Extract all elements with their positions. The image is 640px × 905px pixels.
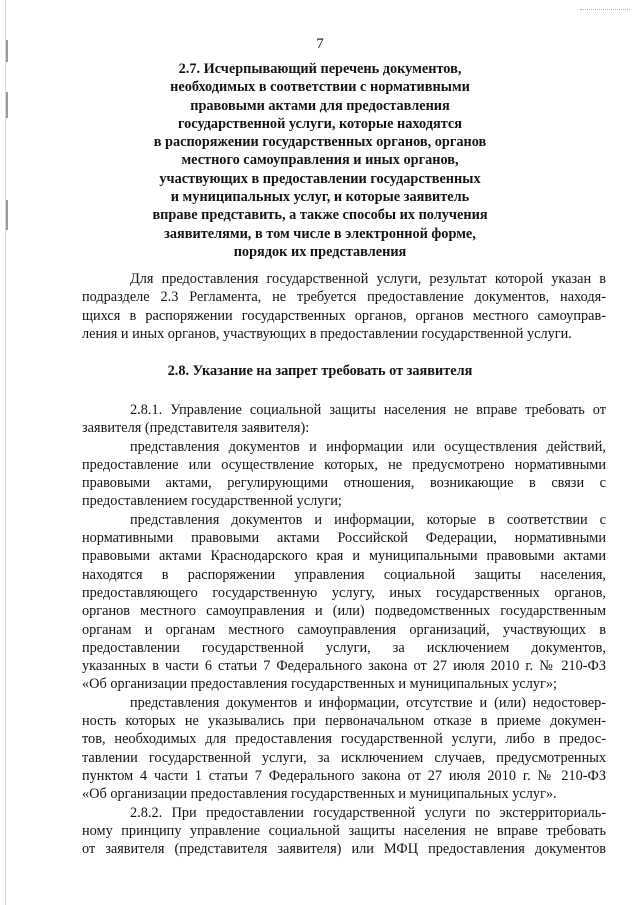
- text-line: предоставлением государственной услуги;: [82, 493, 342, 510]
- text-line: предоставляющего государственную услугу, иных государственных органов,: [82, 584, 606, 601]
- section-2-8-body: [82, 401, 606, 858]
- text-line: 2.8.1. Управление социальной защиты населения не вправе требовать от: [130, 402, 606, 418]
- section-2-8-heading: 2.8. Указание на запрет требовать от заявителя: [167, 363, 473, 379]
- section-2-7-heading: 2.7. Исчерпывающий перечень документов, необходимых в соответствии с нормативными правовыми актами для предоставления государственной услуги, которые находятся в распоряжении государственных органов, органов местного самоуправления и иных органов, участвующих в предоставлении государственных и муниципальных услуг, и которые заявитель вправе представить, а также способы их получения заявителями, в том числе в электронной форме, порядок их представления: [152, 61, 488, 260]
- text-line: указанных в части 6 статьи 7 Федерального закона от 27 июля 2010 г. № 210-ФЗ: [82, 658, 606, 675]
- text-line: ному принципу управление социальной защиты населения не вправе требовать: [82, 822, 606, 839]
- text-line: тов, необходимых для предоставления государственной услуги, либо в предос-: [82, 731, 606, 748]
- scan-mark: [6, 92, 8, 118]
- text-line: представления документов и информации, отсутствие и (или) недостовер-: [130, 694, 606, 711]
- text-line: Для предоставления государственной услуги, результат которой указан в: [130, 271, 606, 287]
- text-line: подразделе 2.3 Регламента, не требуется предоставление документов, находя-: [82, 289, 606, 306]
- text-line: заявителя (представителя заявителя):: [82, 420, 310, 437]
- text-line: пунктом 4 части 1 статьи 7 Федерального закона от 27 июля 2010 г. № 210-ФЗ: [82, 767, 606, 784]
- text-line: правовыми актами Краснодарского края и муниципальными правовыми актами: [82, 548, 606, 565]
- section-2-7-paragraph: [82, 270, 606, 343]
- text-line: ления и иных органов, участвующих в предоставлении государственной услуги.: [82, 325, 572, 342]
- text-line: правовыми актами, регулирующими отношения, возникающие в связи с: [82, 475, 606, 492]
- text-line: представления документов и информации или осуществления действий,: [130, 438, 606, 455]
- text-line: щихся в распоряжении государственных органов, органов местного самоупрaв-: [82, 307, 606, 324]
- text-line: от заявителя (представителя заявителя) или МФЦ предоставления документов: [82, 841, 606, 858]
- text-line: органов местного самоуправления и (или) подведомственных государственным: [82, 603, 606, 620]
- text-line: «Об организации предоставления государственных и муниципальных услуг»;: [82, 676, 557, 693]
- text-line: 2.8.2. При предоставлении государственной услуги по экстерриториаль-: [130, 804, 606, 821]
- text-line: органам и органам местного самоуправления организаций, участвующих в: [82, 621, 606, 638]
- scan-left-edge: [5, 0, 6, 905]
- text-line: представления документов и информации, которые в соответствии с: [130, 511, 606, 528]
- scan-corner-marks: [580, 9, 630, 13]
- scan-mark: [6, 200, 8, 230]
- text-line: предоставление или осуществление которых, не предусмотрено нормативными: [82, 456, 606, 473]
- text-line: предоставлении государственной услуги, за исключением документов,: [82, 639, 606, 656]
- text-line: «Об организации предоставления государственных и муниципальных услуг».: [82, 786, 557, 803]
- text-line: нормативными правовыми актами Российской Федерации, нормативными: [82, 530, 606, 547]
- page-number: 7: [316, 36, 324, 52]
- text-line: находятся в распоряжении управления социальной защиты населения,: [82, 566, 606, 583]
- text-line: тавлении государственной услуги, за исключением случаев, предусмотренных: [82, 749, 606, 766]
- text-line: ность которых не указывались при первоначальном отказе в приеме докумен-: [82, 713, 606, 730]
